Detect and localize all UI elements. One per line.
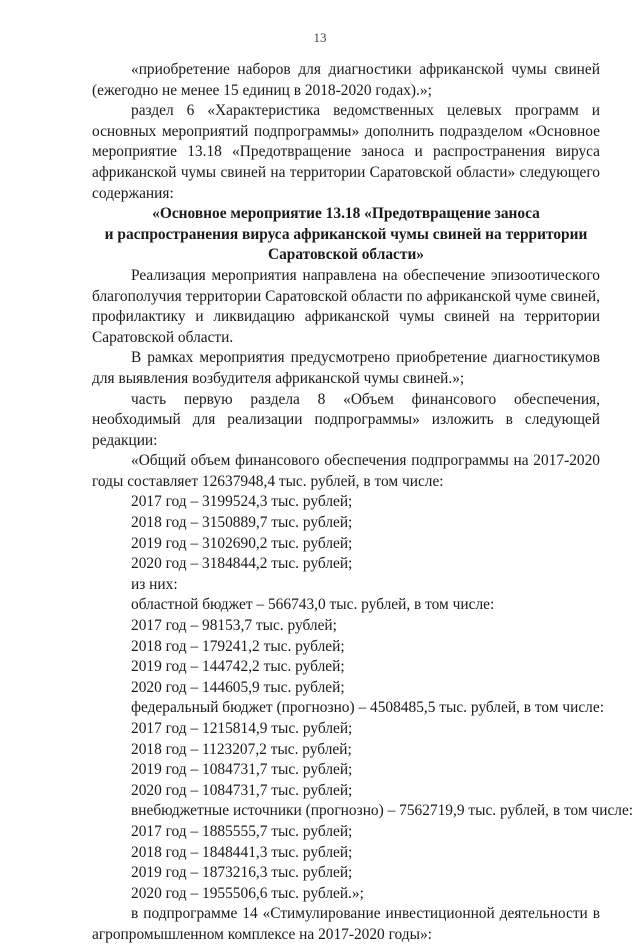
list-item: 2020 год – 1955506,6 тыс. рублей.»; [131,884,364,902]
extrabudgetary-title: внебюджетные источники (прогнозно) – 7562719,9 тыс. рублей, в том числе: [131,802,634,820]
regional-budget-title: областной бюджет – 566743,0 тыс. рублей, в том числе: [131,596,495,614]
list-item: 2018 год – 3150889,7 тыс. рублей; [131,514,353,532]
federal-budget-title: федеральный бюджет (прогнозно) – 4508485,5 тыс. рублей, в том числе: [131,699,604,717]
of-them-label: из них: [131,575,178,593]
list-item: 2020 год – 3184844,2 тыс. рублей; [131,555,353,573]
total-years-list [92,492,600,574]
list-item: 2018 год – 1123207,2 тыс. рублей; [131,740,352,758]
paragraph-purpose: Реализация мероприятия направлена на обеспечение эпизоотического благополучия территории Саратовской области по африканской чуме свиней, профилактику и ликвидацию африканской чумы свиней на территории Саратовской области. [92,266,600,346]
list-item: 2017 год – 3199524,3 тыс. рублей; [131,493,353,511]
list-item: 2018 год – 1848441,3 тыс. рублей; [131,843,353,861]
heading-line: Саратовской области» [267,246,425,264]
paragraph-subprogram-14: в подпрограмме 14 «Стимулирование инвестиционной деятельности в агропромышленном комплексе на 2017-2020 годы»: [92,905,600,943]
list-item: 2019 год – 1873216,3 тыс. рублей; [131,864,353,882]
list-item: 2017 год – 98153,7 тыс. рублей; [131,617,337,635]
extrabudgetary-years-list [92,822,600,904]
federal-years-list [92,719,600,801]
list-item: 2019 год – 3102690,2 тыс. рублей; [131,534,353,552]
paragraph-section-8: часть первую раздела 8 «Объем финансового обеспечения, необходимый для реализации подпрограммы» изложить в следующей редакции: [92,390,600,449]
section-heading [92,204,600,266]
list-item: 2017 год – 1215814,9 тыс. рублей; [131,720,353,737]
paragraph-section-6: раздел 6 «Характеристика ведомственных целевых программ и основных мероприятий подпрограммы» дополнить подразделом «Основное мероприятие 13.18 «Предотвращение заноса и распространения вируса африканской чумы свиней на территории Саратовской области» следующего содержания: [92,102,600,202]
heading-line: «Основное мероприятие 13.18 «Предотвращение заноса [152,205,540,223]
paragraph-diagnostics: «приобретение наборов для диагностики африканской чумы свиней (ежегодно не менее 15 единиц в 2018-2020 годах).»; [92,61,600,99]
heading-line: и распространения вируса африканской чумы свиней на территории [104,225,588,243]
paragraph-total-funding: «Общий объем финансового обеспечения подпрограммы на 2017-2020 годы составляет 12637948,4 тыс. рублей, в том числе: [92,452,600,490]
list-item: 2019 год – 1084731,7 тыс. рублей; [131,761,353,779]
list-item: 2020 год – 144605,9 тыс. рублей; [131,678,345,696]
list-item: 2019 год – 144742,2 тыс. рублей; [131,658,345,676]
list-item: 2017 год – 1885555,7 тыс. рублей; [131,822,353,840]
list-item: 2020 год – 1084731,7 тыс. рублей; [131,781,353,799]
list-item: 2018 год – 179241,2 тыс. рублей; [131,637,345,655]
regional-years-list [92,616,600,698]
document-body [92,60,634,946]
page-number: 13 [313,30,327,45]
paragraph-diagnosticums: В рамках мероприятия предусмотрено приобретение диагностикумов для выявления возбудителя африканской чумы свиней.»; [92,349,600,387]
